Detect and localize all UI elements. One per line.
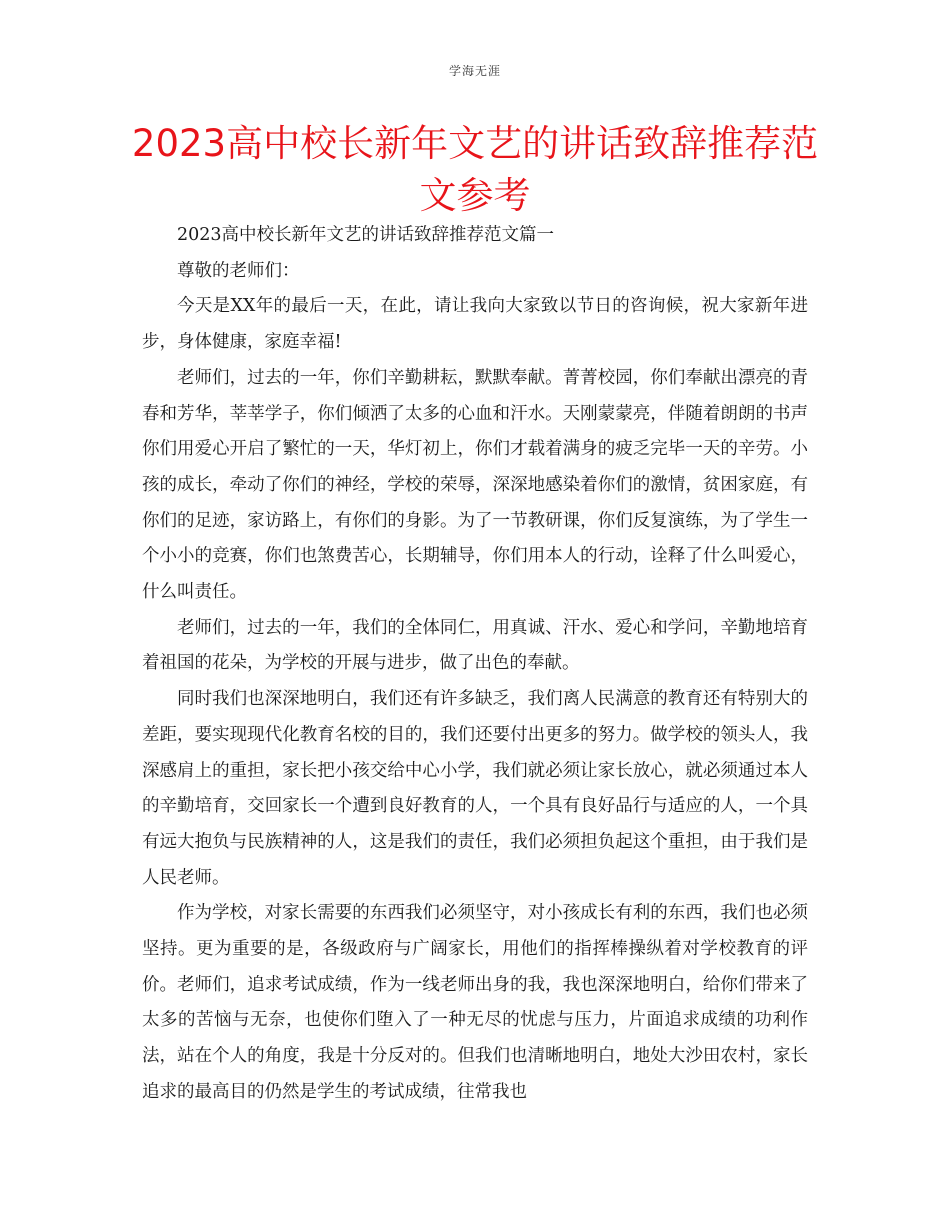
page-header: 学海无涯 [448,64,501,78]
section-heading: 2023高中校长新年文艺的讲话致辞推荐范文篇一 [177,225,555,245]
body-paragraph: 今天是XX年的最后一天，在此，请让我向大家致以节日的咨询候，祝大家新年进步，身体健康，家庭幸福! [142,296,808,353]
body-paragraph: 老师们，过去的一年，你们辛勤耕耘，默默奉献。菁菁校园，你们奉献出漂亮的青春和芳华，莘莘学子，你们倾洒了太多的心血和汗水。天刚蒙蒙亮，伴随着朗朗的书声你们用爱心开启了繁忙的一天，华灯初上，你们才载着满身的疲乏完毕一天的辛劳。小孩的成长，牵动了你们的神经，学校的荣辱，深深地感染着你们的激情，贫困家庭，有你们的足迹，家访路上，有你们的身影。为了一节教研课，你们反复演练，为了学生一个小小的竞赛，你们也煞费苦心，长期辅导，你们用本人的行动，诠释了什么叫爱心，什么叫责任。 [142,367,808,603]
salutation: 尊敬的老师们： [177,260,300,281]
body-paragraph: 老师们，过去的一年，我们的全体同仁，用真诚、汗水、爱心和学问，辛勤地培育着祖国的花朵，为学校的开展与进步，做了出色的奉献。 [142,617,808,674]
document-title: 2023高中校长新年文艺的讲话致辞推荐范文参考 [131,122,819,217]
body-paragraph: 作为学校，对家长需要的东西我们必须坚守，对小孩成长有利的东西，我们也必须坚持。更为重要的是，各级政府与广阔家长，用他们的指挥棒操纵着对学校教育的评价。老师们，追求考试成绩，作为一线老师出身的我，我也深深地明白，给你们带来了太多的苦恼与无奈，也使你们堕入了一种无尽的忧虑与压力，片面追求成绩的功利作法，站在个人的角度，我是十分反对的。但我们也清晰地明白，地处大沙田农村，家长追求的最高目的仍然是学生的考试成绩，往常我也 [142,903,808,1102]
document-body [142,218,808,1111]
body-paragraph: 同时我们也深深地明白，我们还有许多缺乏，我们离人民满意的教育还有特别大的差距，要实现现代化教育名校的目的，我们还要付出更多的努力。做学校的领头人，我深感肩上的重担，家长把小孩交给中心小学，我们就必须让家长放心，就必须通过本人的辛勤培育，交回家长一个遭到良好教育的人，一个具有良好品行与适应的人，一个具有远大抱负与民族精神的人，这是我们的责任，我们必须担负起这个重担，由于我们是人民老师。 [142,689,808,888]
